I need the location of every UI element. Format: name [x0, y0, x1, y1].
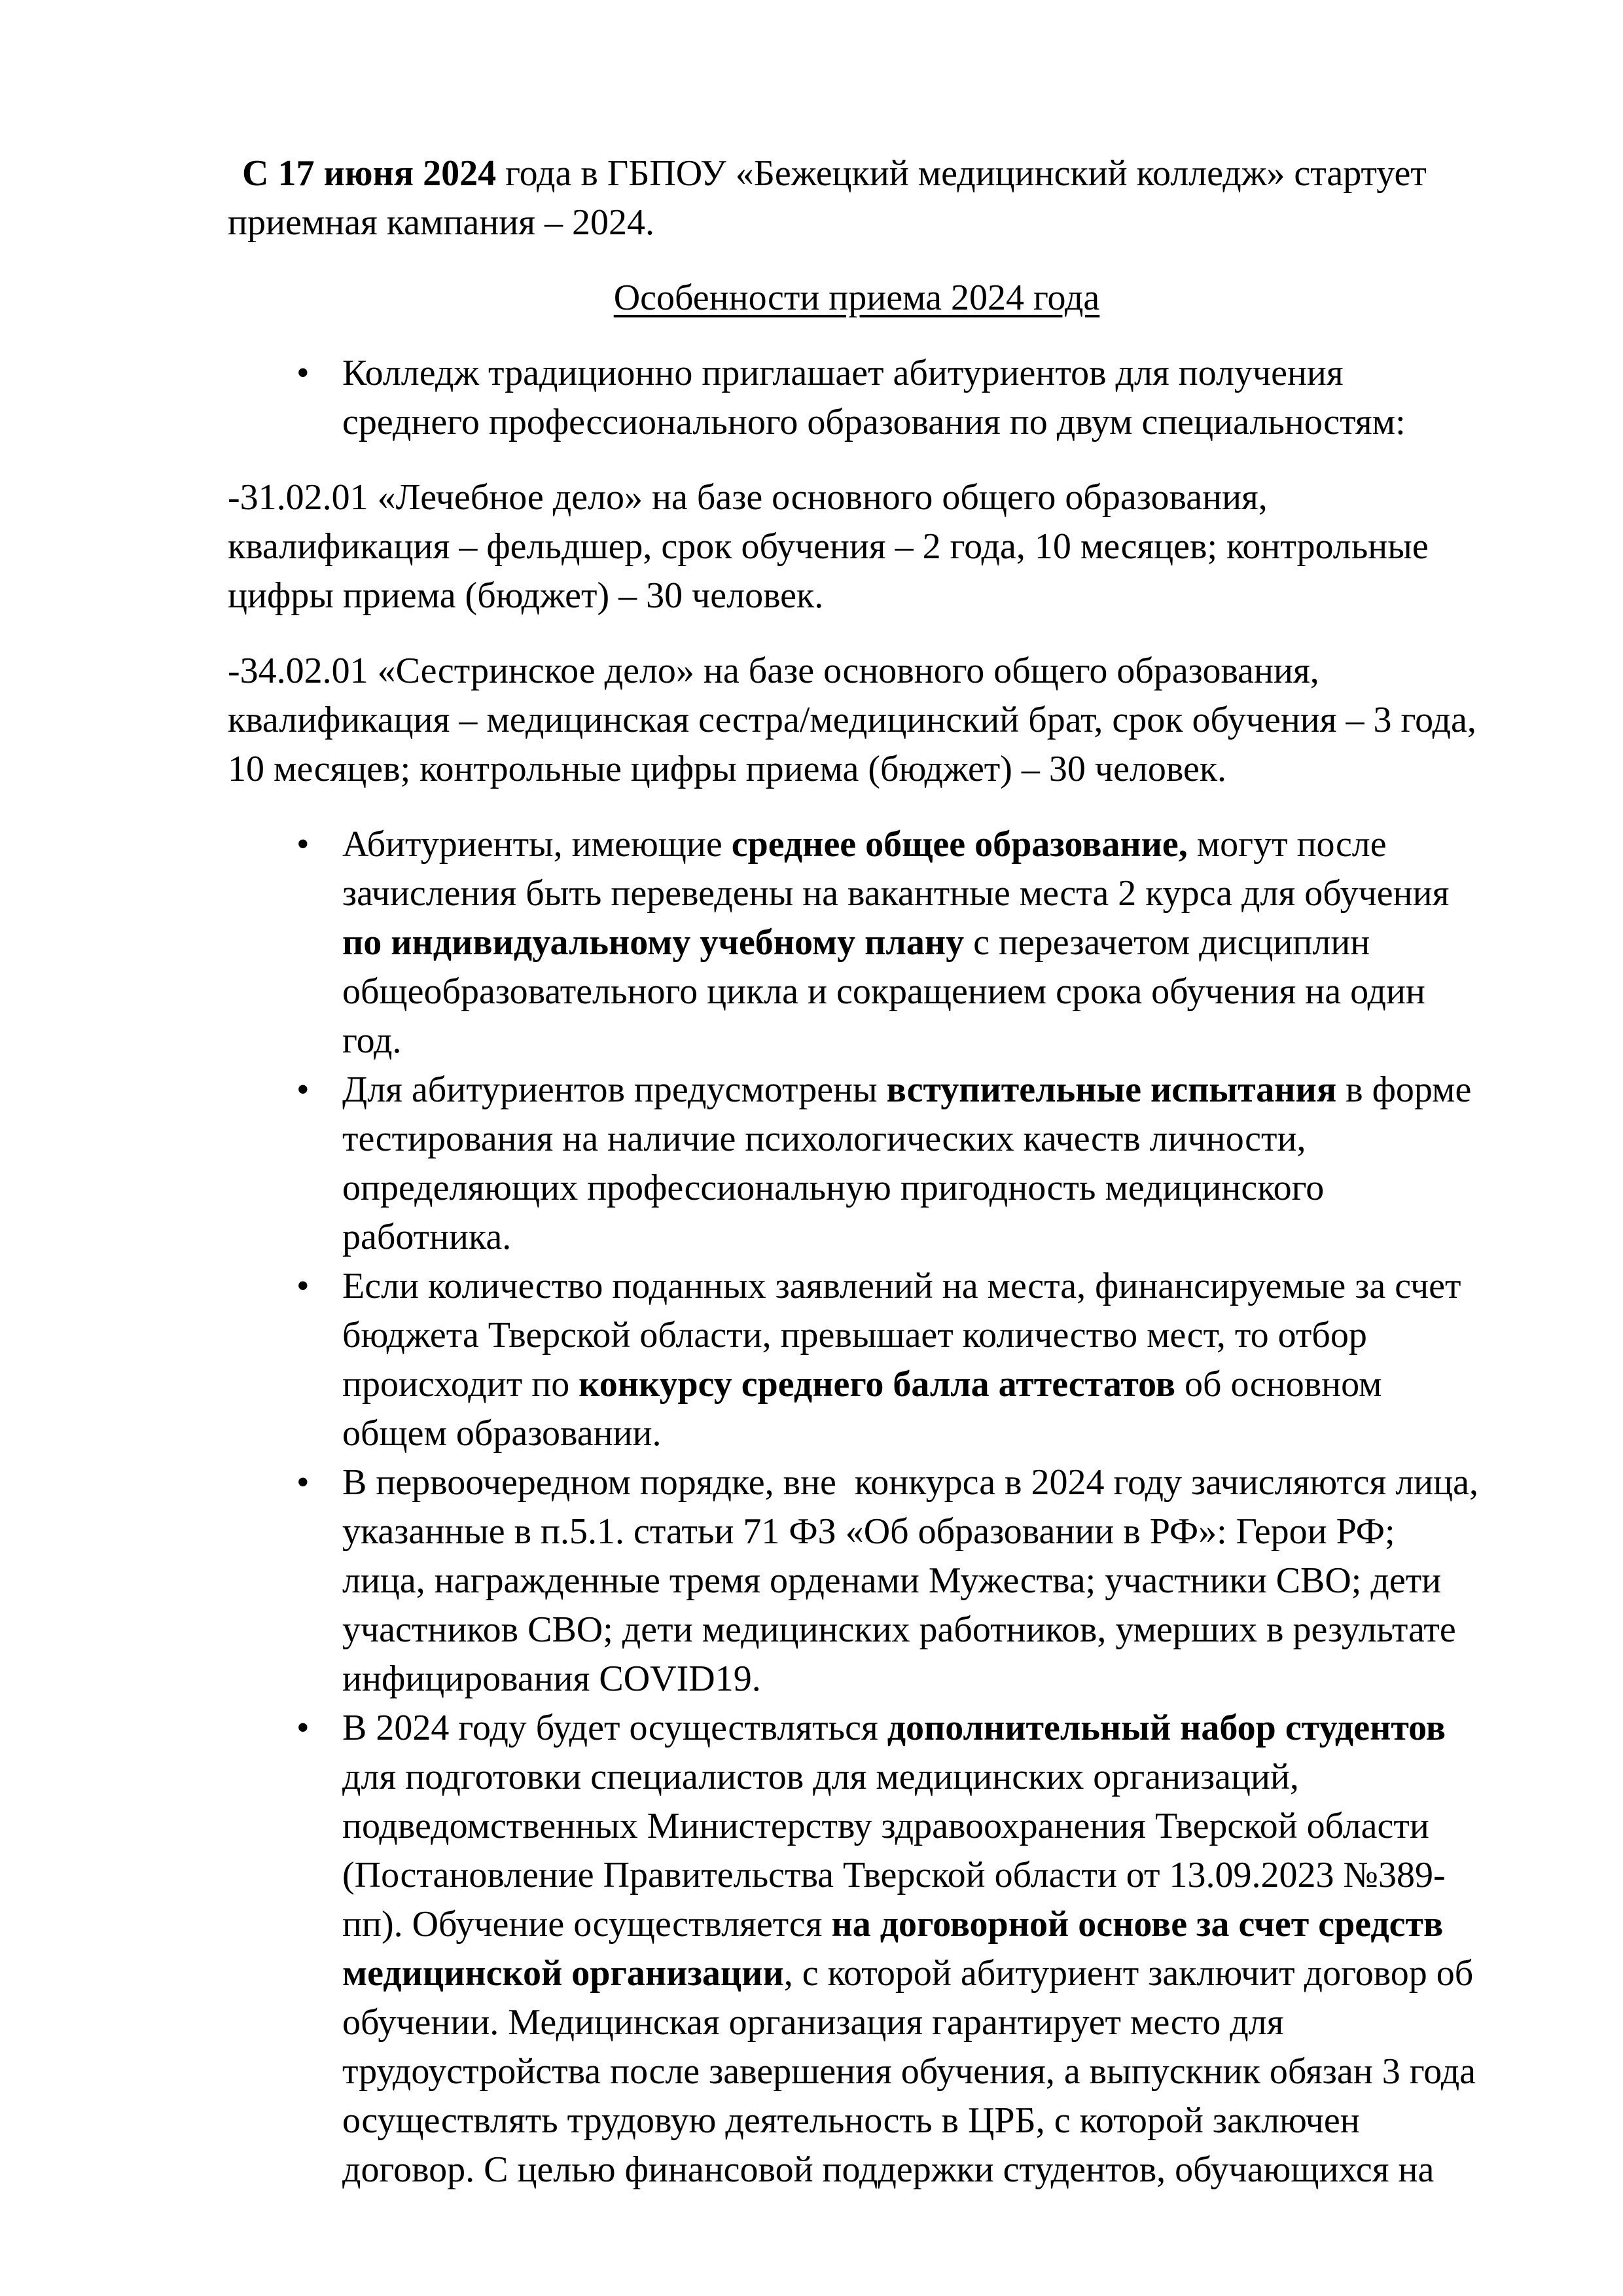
specialty-31-paragraph [228, 473, 1486, 620]
bold-text-run: С 17 июня 2024 [242, 153, 497, 194]
bullet-item-exams-text [342, 1069, 1480, 1257]
bullet-marker: • [296, 353, 310, 393]
specialty-34-paragraph [228, 647, 1486, 794]
bold-text-run: по индивидуальному учебному плану [342, 922, 965, 963]
text-run: в форме тестирования на наличие психологических качеств личности, определяющих профессиональную пригодность медицинского работника. [342, 1069, 1481, 1257]
bullet-item-transfer [296, 820, 1486, 1066]
text-run: В первоочередном порядке, вне конкурса в 2024 году зачисляются лица, указанные в п.5.1. статьи 71 ФЗ «Об образовании в РФ»: Герои РФ; лица, награжденные тремя орденами Мужества; участники СВО; дети участников СВО; дети медицинских работников, умерших в результате инфицирования COVID19. [342, 1462, 1488, 1699]
bullet-marker: • [296, 1069, 310, 1110]
text-run: В 2024 году будет осуществляться [342, 1708, 887, 1748]
bullet-item-transfer-text [342, 824, 1458, 1061]
bullet-marker: • [296, 1708, 310, 1748]
bullet-item-selection [296, 1262, 1486, 1458]
bullet-item-extra-enrollment-text [342, 1708, 1485, 2190]
text-run: об основном общем образовании. [342, 1364, 1391, 1454]
bullet-item-exams [296, 1066, 1486, 1262]
text-run: -31.02.01 «Лечебное дело» на базе основного общего образования, квалификация – фельдшер, срок обучения – 2 года, 10 месяцев; контрольные цифры приема (бюджет) – 30 человек. [228, 477, 1438, 616]
text-run: , с которой абитуриент заключит договор об обучении. Медицинская организация гарантирует место для трудоустройства после завершения обучения, а выпускник обязан 3 года осуществлять трудовую деятельность в ЦРБ, с которой заключен договор. С целью финансовой поддержки студентов, обучающихся на [342, 1953, 1486, 2190]
bold-text-run: конкурсу среднего балла аттестатов [579, 1364, 1175, 1405]
bullet-item-priority-text [342, 1462, 1488, 1699]
bullet-marker: • [296, 1462, 310, 1503]
bullet-item-extra-enrollment [296, 1704, 1486, 2195]
text-run: с перезачетом дисциплин общеобразовательного цикла и сокращением срока обучения на один год. [342, 922, 1435, 1061]
text-run: Колледж традиционно приглашает абитуриентов для получения среднего профессионального образования по двум специальностям: [342, 353, 1406, 442]
bullet-marker: • [296, 824, 310, 865]
text-run: Если количество поданных заявлений на места, финансируемые за счет бюджета Тверской области, превышает количество мест, то отбор происходит по [342, 1266, 1471, 1405]
intro-paragraph [228, 149, 1486, 247]
specialties-intro-list [228, 349, 1486, 447]
bullet-marker: • [296, 1266, 310, 1306]
text-run: для подготовки специалистов для медицинских организаций, подведомственных Министерству здравоохранения Тверской области (Постановление Правительства Тверской области от 13.09.2023 №389-пп). Обучение осуществляется [342, 1708, 1455, 1945]
text-run: могут после зачисления быть переведены на вакантные места 2 курса для обучения [342, 824, 1459, 914]
admission-features-list [228, 820, 1486, 2195]
bold-text-run: дополнительный набор студентов [887, 1708, 1446, 1748]
bullet-item-specialties-text [342, 353, 1406, 442]
bold-text-run: на договорной основе за счет средств медицинской организации [342, 1904, 1453, 1994]
text-run: года в ГБПОУ «Бежецкий медицинский колледж» стартует приемная кампания – 2024. [228, 153, 1436, 243]
text-run: -34.02.01 «Сестринское дело» на базе основного общего образования, квалификация – медицинская сестра/медицинский брат, срок обучения – 3 года, 10 месяцев; контрольные цифры приема (бюджет) – 30 человек. [228, 651, 1486, 789]
bullet-item-priority [296, 1458, 1488, 1704]
section-heading [228, 274, 1486, 323]
bold-text-run: среднее общее образование, [731, 824, 1188, 865]
text-run: Для абитуриентов предусмотрены [342, 1069, 887, 1110]
text-run: Абитуриенты, имеющие [342, 824, 732, 865]
section-heading-text: Особенности приема 2024 года [613, 278, 1100, 318]
bold-text-run: вступительные испытания [886, 1069, 1337, 1110]
bullet-item-specialties [296, 349, 1486, 447]
bullet-item-selection-text [342, 1266, 1470, 1454]
